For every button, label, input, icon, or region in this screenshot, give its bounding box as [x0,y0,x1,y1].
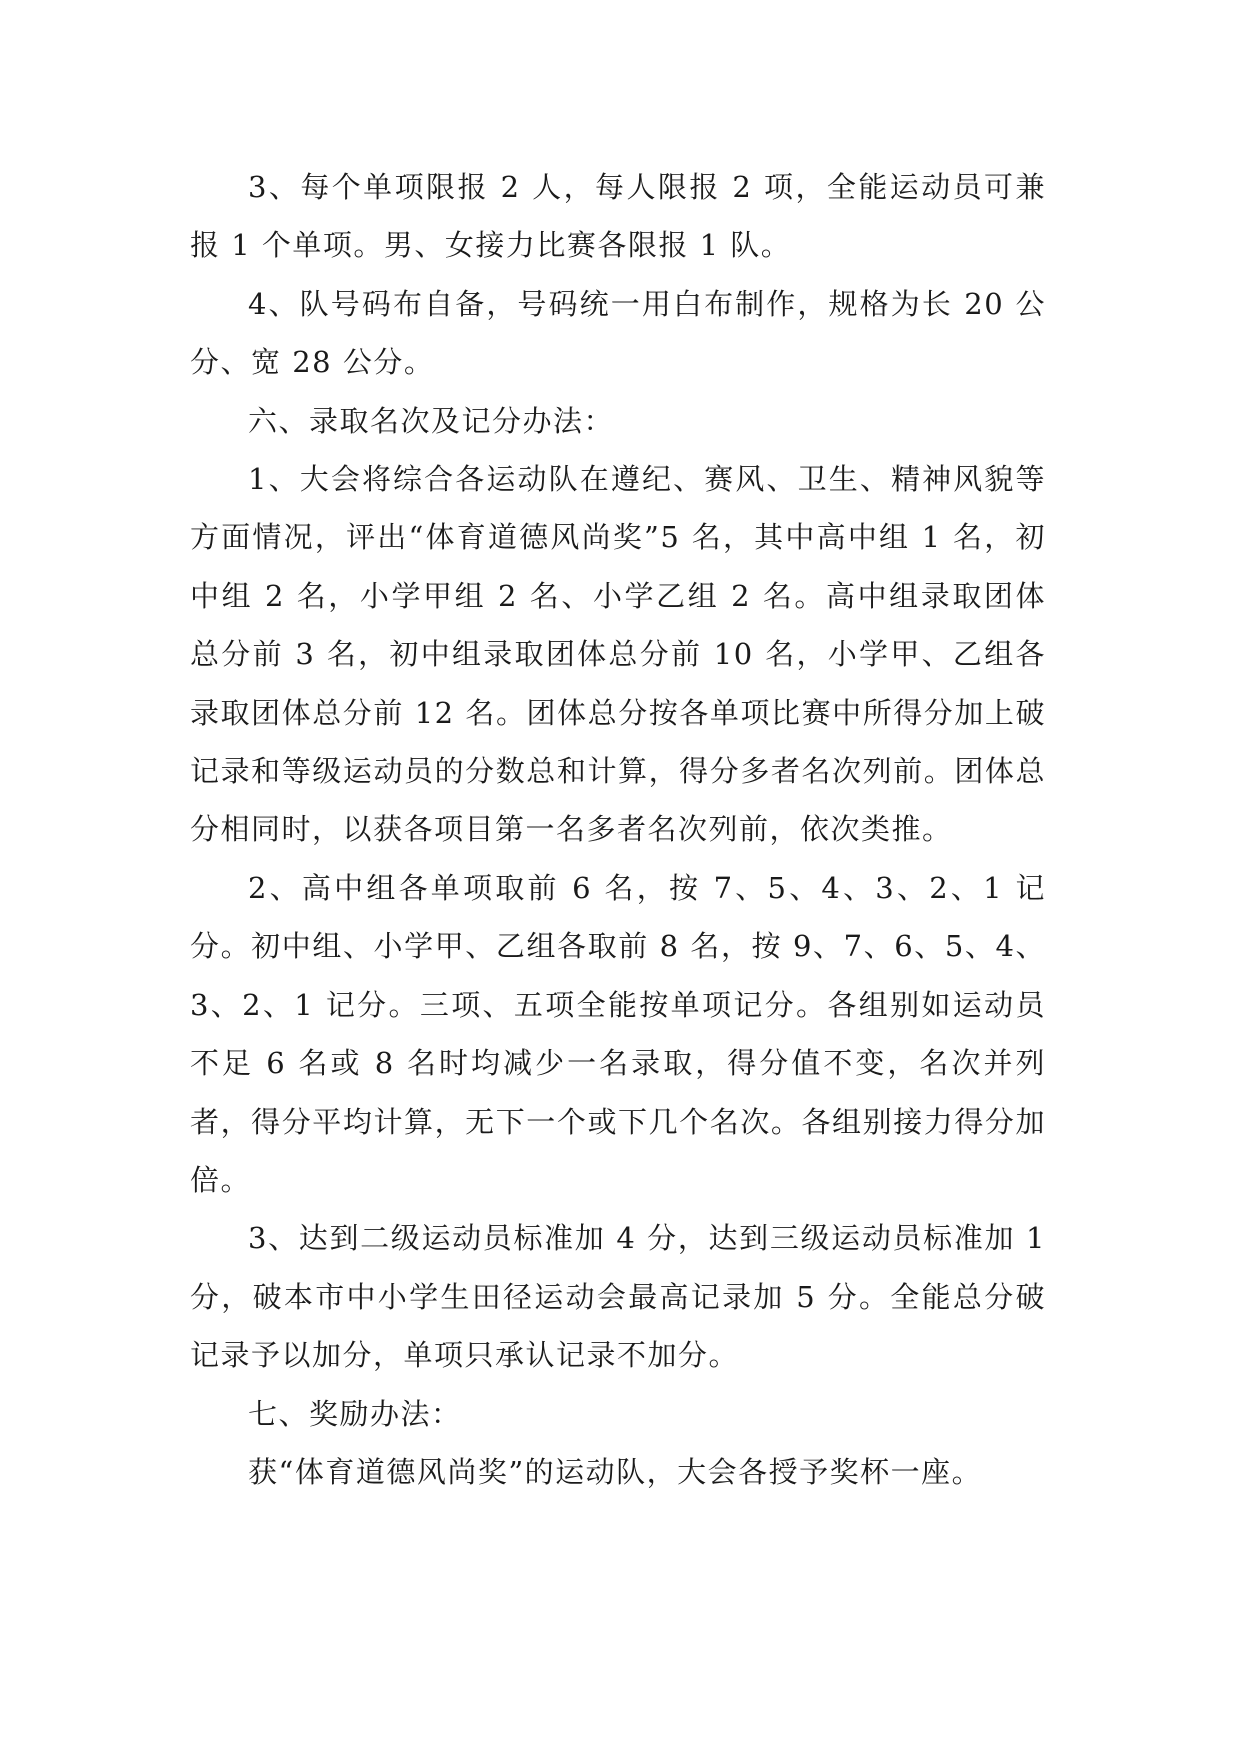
document-body [190,158,1046,1501]
section-heading-awards: 七、奖励办法： [248,1396,462,1431]
section-heading-scoring: 六、录取名次及记分办法： [248,403,615,438]
paragraph-entry-limit: 3、每个单项限报 2 人，每人限报 2 项，全能运动员可兼报 1 个单项。男、女接力比赛各限报 1 队。 [190,170,1046,263]
paragraph-number-cloth: 4、队号码布自备，号码统一用白布制作，规格为长 20 公分、宽 28 公分。 [190,286,1046,380]
paragraph-sportsmanship-award: 1、大会将综合各运动队在遵纪、赛风、卫生、精神风貌等方面情况，评出“体育道德风尚奖”5 名，其中高中组 1 名，初中组 2 名，小学甲组 2 名、小学乙组 2 名。高中组录取团体总分前 3 名，初中组录取团体总分前 10 名，小学甲、乙组各录取团体总分前 12 名。团体总分按各单项比赛中所得分加上破记录和等级运动员的分数总和计算，得分多者名次列前。团体总分相同时，以获各项目第一名多者名次列前，依次类推。 [190,462,1046,847]
paragraph-trophy: 获“体育道德风尚奖”的运动队，大会各授予奖杯一座。 [248,1454,983,1489]
paragraph-scoring-rules: 2、高中组各单项取前 6 名，按 7、5、4、3、2、1 记分。初中组、小学甲、乙组各取前 8 名，按 9、7、6、5、4、3、2、1 记分。三项、五项全能按单项记分。各组别如运动员不足 6 名或 8 名时均减少一名录取，得分值不变，名次并列者，得分平均计算，无下一个或下几个名次。各组别接力得分加倍。 [190,870,1046,1197]
paragraph-bonus-points: 3、达到二级运动员标准加 4 分，达到三级运动员标准加 1 分，破本市中小学生田径运动会最高记录加 5 分。全能总分破记录予以加分，单项只承认记录不加分。 [190,1221,1046,1373]
